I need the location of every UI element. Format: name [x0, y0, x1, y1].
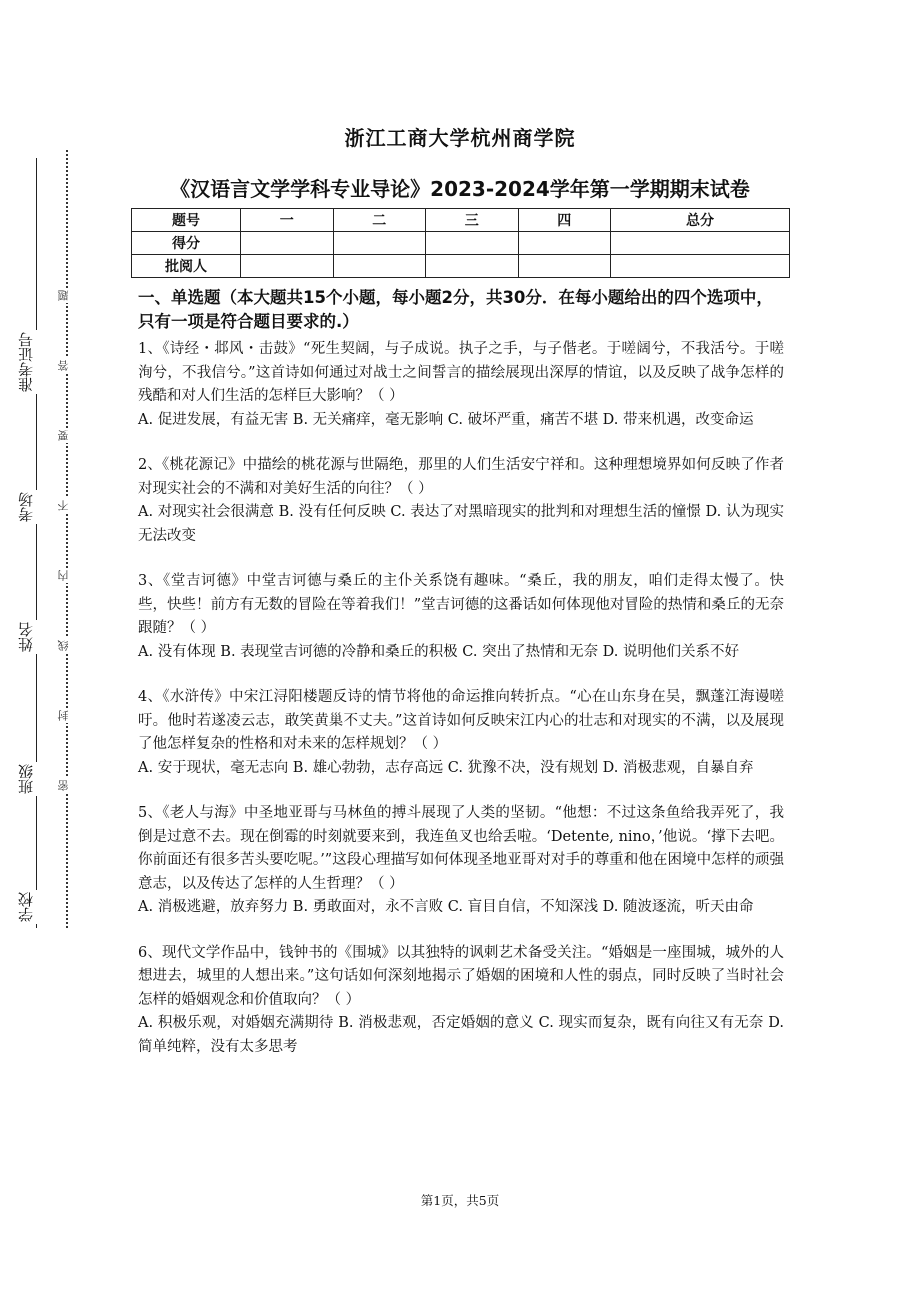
- question-options: A. 没有体现 B. 表现堂吉诃德的冷静和桑丘的积极 C. 突出了热情和无奈 D. 说明他们关系不好: [138, 643, 740, 660]
- name-label: 姓名: [18, 620, 48, 654]
- question-6: [138, 942, 784, 1060]
- question-stem: 5、《老人与海》中圣地亚哥与马林鱼的搏斗展现了人类的坚韧。“他想：不过这条鱼给我弄死了，我倒是过意不去。现在倒霉的时刻就要来到，我连鱼叉也给丢啦。‘Detente, nino，’他说。‘撑下去吧。你前面还有很多苦头要吃呢。’”这段心理描写如何体现圣地亚哥对对手的尊重和他在困境中怎样的顽强意志，以及传达了怎样的人生哲理？（ ）: [138, 805, 784, 892]
- seal-char: 内: [58, 568, 74, 583]
- question-2: [138, 454, 784, 548]
- exam-title: 《汉语言文学学科专业导论》2023-2024学年第一学期期末试卷: [170, 177, 750, 201]
- score-row: [132, 232, 790, 255]
- grader-cell: [611, 255, 790, 278]
- table-header-cell: 总分: [611, 209, 790, 232]
- table-header-cell: 三: [426, 209, 519, 232]
- score-cell: [241, 232, 334, 255]
- score-row-label: 得分: [132, 232, 241, 255]
- exam-room-label: 考场: [18, 490, 48, 524]
- seal-char: 密: [58, 778, 74, 793]
- score-table-header-row: [132, 209, 790, 232]
- question-stem: 6、现代文学作品中，钱钟书的《围城》以其独特的讽刺艺术备受关注。“婚姻是一座围城，城外的人想进去，城里的人想出来。”这句话如何深刻地揭示了婚姻的困境和人性的弱点，同时反映了当时社会怎样的婚姻观念和价值取向？（ ）: [138, 944, 784, 1008]
- table-header-cell: 一: [241, 209, 334, 232]
- class-label: 班级: [18, 762, 48, 796]
- question-4: [138, 686, 784, 780]
- question-stem: 2、《桃花源记》中描绘的桃花源与世隔绝，那里的人们生活安宁祥和。这种理想境界如何反映了作者对现实社会的不满和对美好生活的向往？（ ）: [138, 457, 784, 497]
- score-cell: [426, 232, 519, 255]
- section-title: 一、单选题（本大题共15个小题，每小题2分，共30分．在每小题给出的四个选项中，只有一项是符合题目要求的.）: [138, 288, 773, 331]
- seal-char: 不: [58, 498, 74, 513]
- grader-cell: [426, 255, 519, 278]
- binding-solid-line: [36, 158, 37, 928]
- question-stem: 4、《水浒传》中宋江浔阳楼题反诗的情节将他的命运推向转折点。“心在山东身在吴，飘蓬江海谩嗟吁。他时若遂凌云志，敢笑黄巢不丈夫。”这首诗如何反映宋江内心的壮志和对现实的不满，以及展现了他怎样复杂的性格和对未来的怎样规划？（ ）: [138, 689, 784, 752]
- page-number: 第1页，共5页: [420, 1193, 500, 1208]
- table-header-cell: 题号: [132, 209, 241, 232]
- question-stem: 3、《堂吉诃德》中堂吉诃德与桑丘的主仆关系饶有趣味。“桑丘，我的朋友，咱们走得太慢了。快些，快些！前方有无数的冒险在等着我们！”堂吉诃德的这番话如何体现他对冒险的热情和桑丘的无奈跟随？（ ）: [138, 573, 784, 636]
- question-stem: 1、《诗经・邶风・击鼓》“死生契阔，与子成说。执子之手，与子偕老。于嗟阔兮，不我活兮。于嗟洵兮，不我信兮。”这首诗如何通过对战士之间誓言的描绘展现出深厚的情谊，以及反映了战争怎样的残酷和对人们生活的怎样巨大影响？（ ）: [138, 341, 784, 404]
- seal-char: 题: [58, 288, 74, 303]
- grader-cell: [518, 255, 611, 278]
- score-cell: [518, 232, 611, 255]
- score-cell: [611, 232, 790, 255]
- question-options: A. 安于现状，毫无志向 B. 雄心勃勃，志存高远 C. 犹豫不决，没有规划 D. 消极悲观，自暴自弃: [138, 759, 754, 776]
- grader-cell: [333, 255, 426, 278]
- seal-char: 封: [58, 708, 74, 723]
- exam-content: [138, 286, 784, 1081]
- seal-char: 要: [58, 428, 74, 443]
- question-options: A. 消极逃避，放弃努力 B. 勇敢面对，永不言败 C. 盲目自信，不知深浅 D. 随波逐流，听天由命: [138, 899, 754, 915]
- score-table: [131, 208, 790, 278]
- table-header-cell: 二: [333, 209, 426, 232]
- grader-row: [132, 255, 790, 278]
- score-cell: [333, 232, 426, 255]
- school-label: 学校: [18, 890, 48, 924]
- question-3: [138, 570, 784, 664]
- question-5: [138, 802, 784, 920]
- question-options: A. 促进发展，有益无害 B. 无关痛痒，毫无影响 C. 破坏严重，痛苦不堪 D. 带来机遇，改变命运: [138, 411, 754, 428]
- grader-cell: [241, 255, 334, 278]
- table-header-cell: 四: [518, 209, 611, 232]
- school-title: 浙江工商大学杭州商学院: [344, 126, 576, 150]
- question-1: [138, 338, 784, 432]
- seal-char: 答: [58, 358, 74, 373]
- seal-char: 线: [58, 638, 74, 653]
- binding-dotted-line: [66, 150, 68, 928]
- question-options: A. 对现实社会很满意 B. 没有任何反映 C. 表达了对黑暗现实的批判和对理想生活的憧憬 D. 认为现实无法改变: [138, 504, 784, 544]
- exam-number-label: 准考证号: [18, 330, 48, 394]
- grader-row-label: 批阅人: [132, 255, 241, 278]
- question-options: A. 积极乐观，对婚姻充满期待 B. 消极悲观，否定婚姻的意义 C. 现实而复杂，既有向往又有无奈 D. 简单纯粹，没有太多思考: [138, 1015, 784, 1055]
